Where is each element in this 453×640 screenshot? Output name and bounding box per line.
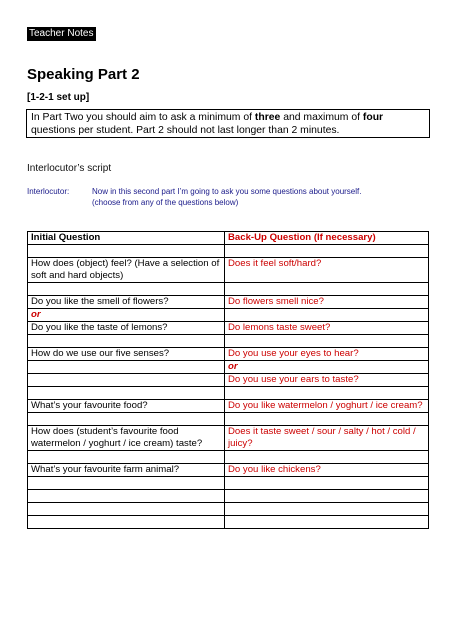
backup-question: Does it taste sweet / sour / salty / hot / cold / juicy? [225,426,429,451]
empty-row [28,490,429,503]
empty-row [28,516,429,529]
table-row [28,426,429,451]
initial-question: How does (student’s favourite food watermelon / yoghurt / ice cream) taste? [28,426,225,451]
script-heading: Interlocutor’s script [27,163,112,174]
intro-text-3: questions per student. Part 2 should not last longer than 2 minutes. [31,124,340,136]
initial-question: How do we use our five senses? [28,348,225,361]
table-row [28,296,429,309]
empty-row [28,503,429,516]
backup-question: Do you use your ears to taste? [225,374,429,387]
spacer-row [28,335,429,348]
setup-note: [1-2-1 set up] [27,92,90,103]
interlocutor-label: Interlocutor: [27,187,70,196]
initial-question: How does (object) feel? (Have a selection of soft and hard objects) [28,258,225,283]
interlocutor-text [92,186,422,208]
table-row [28,400,429,413]
table-row [28,374,429,387]
header-initial-question: Initial Question [28,232,225,245]
spacer-row [28,413,429,426]
intro-text-2: and maximum of [280,112,363,123]
empty-row [28,477,429,490]
backup-question: Do lemons taste sweet? [225,322,429,335]
table-row [28,322,429,335]
interlocutor-line-1: Now in this second part I’m going to ask you some questions about yourself. [92,187,362,196]
table-row [28,348,429,361]
initial-question: Do you like the smell of flowers? [28,296,225,309]
or-row [28,309,429,322]
intro-text-1: In Part Two you should aim to ask a minimum of [31,112,255,123]
initial-question: What’s your favourite food? [28,400,225,413]
spacer-row [28,245,429,258]
questions-table [27,231,429,529]
teacher-notes-label: Teacher Notes [27,27,96,41]
table-row [28,258,429,283]
backup-question: Do you use your eyes to hear? [225,348,429,361]
spacer-row [28,451,429,464]
backup-question: Does it feel soft/hard? [225,258,429,283]
intro-max: four [362,112,384,123]
spacer-row [28,387,429,400]
initial-question: What’s your favourite farm animal? [28,464,225,477]
table-header-row [28,232,429,245]
backup-question: Do you like chickens? [225,464,429,477]
intro-box [26,109,430,138]
interlocutor-line-2: (choose from any of the questions below) [92,198,239,207]
backup-question: Do flowers smell nice? [225,296,429,309]
or-label: or [225,361,429,374]
initial-question: Do you like the taste of lemons? [28,322,225,335]
page-title: Speaking Part 2 [27,66,140,83]
header-backup-question: Back-Up Question (If necessary) [225,232,429,245]
or-label: or [28,309,225,322]
backup-question: Do you like watermelon / yoghurt / ice cream? [225,400,429,413]
or-row [28,361,429,374]
spacer-row [28,283,429,296]
intro-min: three [254,112,281,123]
table-row [28,464,429,477]
